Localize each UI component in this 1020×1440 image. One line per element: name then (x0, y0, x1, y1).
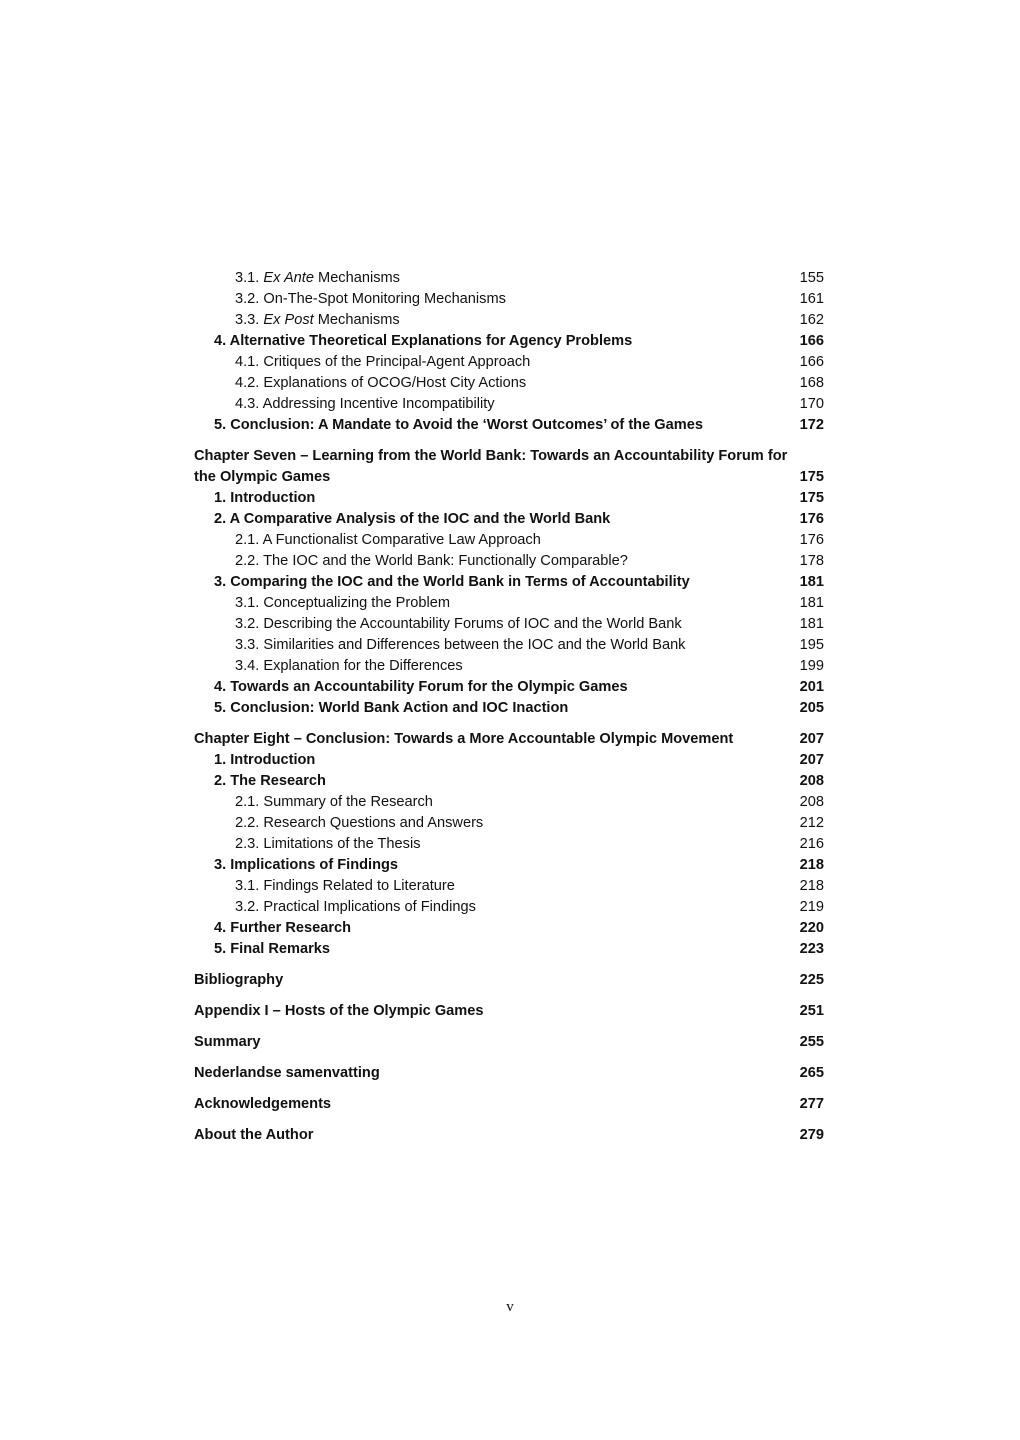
toc-entry-7-3-2[interactable] (194, 614, 824, 635)
toc-page-number: 218 (799, 878, 824, 894)
toc-page-number: 175 (799, 490, 824, 506)
toc-entry-7-3-1[interactable] (194, 593, 824, 614)
toc-page-number: 166 (799, 333, 824, 349)
toc-page-number: 195 (799, 637, 824, 653)
toc-entry-label: 3.3. Similarities and Differences between the IOC and the World Bank (235, 637, 686, 653)
toc-page-number: 161 (799, 291, 824, 307)
toc-nederlandse-samenvatting[interactable] (194, 1063, 824, 1084)
toc-entry-4-2[interactable] (194, 373, 824, 394)
toc-entry-label: Summary (194, 1034, 261, 1050)
toc-entry-3-2[interactable] (194, 289, 824, 310)
toc-entry-label: 5. Final Remarks (214, 941, 330, 957)
toc-entry-label: 2.2. The IOC and the World Bank: Functionally Comparable? (235, 553, 628, 569)
toc-entry-label: 3.2. Practical Implications of Findings (235, 899, 476, 915)
toc-entry-7-3[interactable] (194, 572, 824, 593)
toc-entry-label: 4. Towards an Accountability Forum for the Olympic Games (214, 679, 628, 695)
toc-entry-label: Chapter Eight – Conclusion: Towards a More Accountable Olympic Movement (194, 731, 734, 747)
toc-entry-8-5[interactable] (194, 939, 824, 960)
toc-entry-label: 4.2. Explanations of OCOG/Host City Actions (235, 375, 527, 391)
toc-page-number: 175 (799, 469, 824, 485)
toc-page-number: 223 (799, 941, 824, 957)
toc-entry-7-5[interactable] (194, 698, 824, 719)
toc-about-the-author[interactable] (194, 1125, 824, 1146)
toc-entry-7-4[interactable] (194, 677, 824, 698)
toc-entry-7-2-2[interactable] (194, 551, 824, 572)
toc-entry-label: Chapter Seven – Learning from the World Bank: Towards an Accountability Forum for (194, 448, 788, 464)
toc-entry-label: 2. A Comparative Analysis of the IOC and the World Bank (214, 511, 611, 527)
toc-entry-label: 2.1. A Functionalist Comparative Law Approach (235, 532, 541, 548)
toc-entry-label: Appendix I – Hosts of the Olympic Games (194, 1003, 484, 1019)
toc-page-number: 212 (799, 815, 824, 831)
toc-entry-label: 2.1. Summary of the Research (235, 794, 433, 810)
toc-chapter-eight[interactable] (194, 729, 824, 750)
toc-entry-5[interactable] (194, 415, 824, 436)
toc-entry-label: 3.1. Findings Related to Literature (235, 878, 455, 894)
toc-entry-7-2-1[interactable] (194, 530, 824, 551)
toc-page-number: 166 (799, 354, 824, 370)
toc-entry-7-3-4[interactable] (194, 656, 824, 677)
toc-entry-7-1[interactable] (194, 488, 824, 509)
toc-entry-label: 3.2. On-The-Spot Monitoring Mechanisms (235, 291, 506, 307)
toc-page-number: 225 (799, 972, 824, 988)
toc-entry-label: 2.3. Limitations of the Thesis (235, 836, 421, 852)
toc-entry-8-2-2[interactable] (194, 813, 824, 834)
toc-entry-label: 4. Alternative Theoretical Explanations for Agency Problems (214, 333, 633, 349)
toc-page-number: 207 (799, 752, 824, 768)
toc-page-number: 181 (799, 595, 824, 611)
toc-entry-label: 3.2. Describing the Accountability Forums of IOC and the World Bank (235, 616, 682, 632)
toc-page-number: 205 (799, 700, 824, 716)
toc-page-number: 181 (799, 616, 824, 632)
toc-entry-label: 5. Conclusion: World Bank Action and IOC Inaction (214, 700, 569, 716)
toc-page-number: 219 (799, 899, 824, 915)
toc-entry-label: 3.3. Ex Post Mechanisms (235, 312, 400, 328)
toc-bibliography[interactable] (194, 970, 824, 991)
toc-summary[interactable] (194, 1032, 824, 1053)
toc-entry-label: 2. The Research (214, 773, 326, 789)
toc-entry-8-3-2[interactable] (194, 897, 824, 918)
toc-page-number: 220 (799, 920, 824, 936)
toc-entry-7-3-3[interactable] (194, 635, 824, 656)
toc-entry-label: 1. Introduction (214, 752, 316, 768)
toc-entry-label: 3.1. Ex Ante Mechanisms (235, 270, 400, 286)
toc-page-number: 208 (799, 773, 824, 789)
toc-page-number: 176 (799, 511, 824, 527)
toc-page-number: 207 (799, 731, 824, 747)
toc-entry-label: About the Author (194, 1127, 314, 1143)
toc-entry-label: 4. Further Research (214, 920, 352, 936)
toc-page-number: 181 (799, 574, 824, 590)
toc-entry-label: the Olympic Games (194, 469, 331, 485)
toc-page-number: 208 (799, 794, 824, 810)
toc-entry-8-2-3[interactable] (194, 834, 824, 855)
toc-entry-label: 3. Comparing the IOC and the World Bank in Terms of Accountability (214, 574, 690, 590)
toc-page-number: 218 (799, 857, 824, 873)
toc-page-number: 279 (799, 1127, 824, 1143)
toc-page-number: 172 (799, 417, 824, 433)
toc-entry-label: 2.2. Research Questions and Answers (235, 815, 484, 831)
page-number: v (506, 1299, 514, 1315)
toc-entry-8-3[interactable] (194, 855, 824, 876)
toc-page-number: 265 (799, 1065, 824, 1081)
toc-chapter-seven-line-1[interactable] (194, 446, 824, 467)
toc-entry-3-3[interactable] (194, 310, 824, 331)
toc-entry-label: 3.1. Conceptualizing the Problem (235, 595, 450, 611)
toc-chapter-seven-line-2[interactable] (194, 467, 824, 488)
toc-entry-8-2[interactable] (194, 771, 824, 792)
toc-entry-8-4[interactable] (194, 918, 824, 939)
toc-entry-8-1[interactable] (194, 750, 824, 771)
toc-page-number: 178 (799, 553, 824, 569)
toc-page-number: 199 (799, 658, 824, 674)
toc-entry-8-3-1[interactable] (194, 876, 824, 897)
toc-entry-4-1[interactable] (194, 352, 824, 373)
toc-entry-label: 3.4. Explanation for the Differences (235, 658, 463, 674)
toc-page-number: 162 (799, 312, 824, 328)
toc-entry-label: Acknowledgements (194, 1096, 332, 1112)
toc-entry-7-2[interactable] (194, 509, 824, 530)
toc-page-number: 277 (799, 1096, 824, 1112)
toc-entry-label: 1. Introduction (214, 490, 316, 506)
table-of-contents (194, 268, 824, 1146)
toc-appendix-1[interactable] (194, 1001, 824, 1022)
toc-acknowledgements[interactable] (194, 1094, 824, 1115)
toc-page-number: 170 (799, 396, 824, 412)
toc-page-number: 201 (799, 679, 824, 695)
toc-page-number: 255 (799, 1034, 824, 1050)
toc-entry-label: Bibliography (194, 972, 284, 988)
toc-entry-8-2-1[interactable] (194, 792, 824, 813)
toc-page-number: 155 (799, 270, 824, 286)
toc-entry-label: 5. Conclusion: A Mandate to Avoid the ‘Worst Outcomes’ of the Games (214, 417, 703, 433)
toc-entry-label: 4.3. Addressing Incentive Incompatibility (235, 396, 495, 412)
toc-page-number: 168 (799, 375, 824, 391)
toc-entry-label: Nederlandse samenvatting (194, 1065, 380, 1081)
toc-entry-3-1[interactable] (194, 268, 824, 289)
toc-page-number: 251 (799, 1003, 824, 1019)
toc-entry-4-3[interactable] (194, 394, 824, 415)
toc-entry-label: 4.1. Critiques of the Principal-Agent Approach (235, 354, 531, 370)
toc-page-number: 176 (799, 532, 824, 548)
toc-entry-4[interactable] (194, 331, 824, 352)
toc-entry-label: 3. Implications of Findings (214, 857, 399, 873)
toc-page-number: 216 (799, 836, 824, 852)
